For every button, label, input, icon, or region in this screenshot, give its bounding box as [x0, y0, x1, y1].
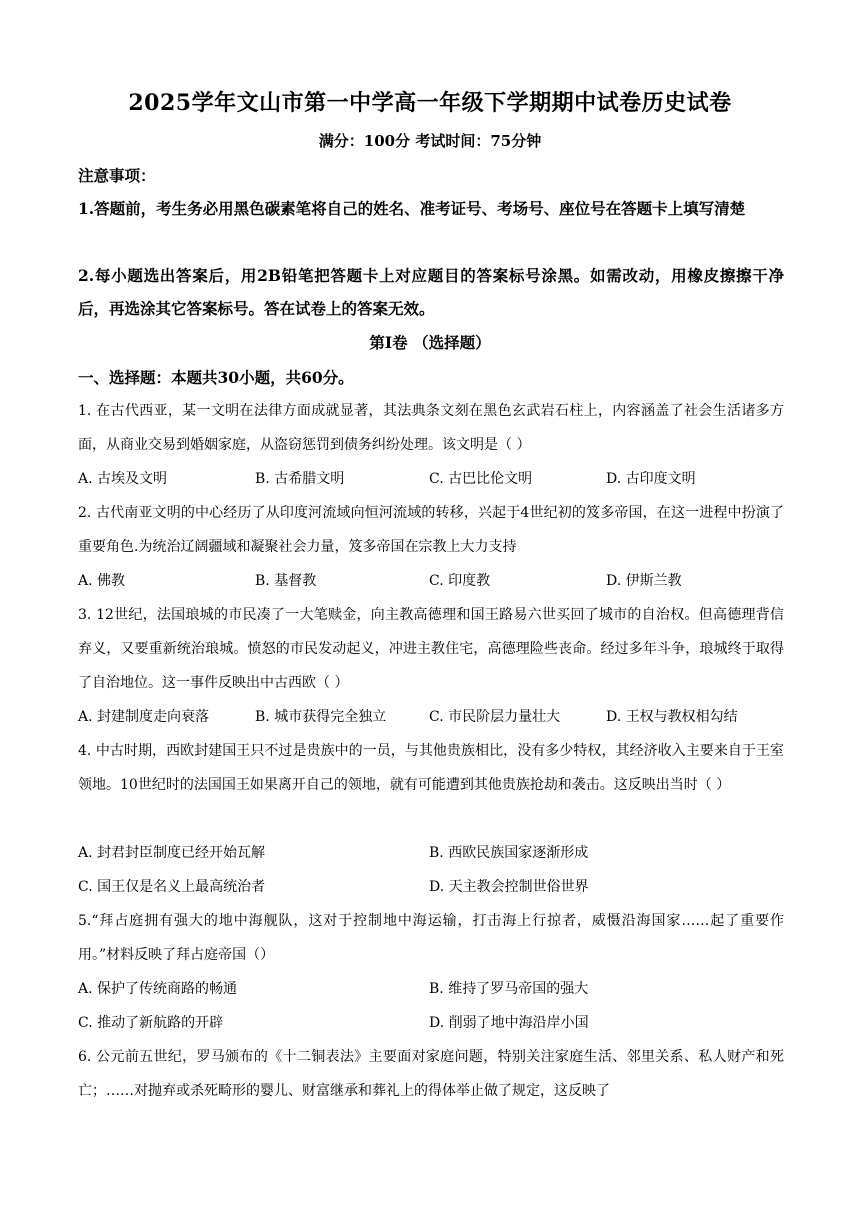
question-4-stem: 4. 中古时期，西欧封建国王只不过是贵族中的一员，与其他贵族相比，没有多少特权，其经济收入主要来自于王室领地。10世纪时的法国国王如果离开自己的领地，就有可能遭到其他贵族抢劫和袭击。这反映出当时（ ） [78, 743, 784, 793]
question-2-option-a: A. 佛教 [78, 573, 126, 589]
question-2-option-b: B. 基督教 [255, 573, 317, 589]
question-5-option-a: A. 保护了传统商路的畅通 [78, 981, 238, 997]
question-1-option-b: B. 古希腊文明 [255, 471, 345, 487]
question-2-stem: 2. 古代南亚文明的中心经历了从印度河流域向恒河流域的转移，兴起于4世纪初的笈多帝国，在这一进程中扮演了重要角色.为统治辽阔疆域和凝聚社会力量，笈多帝国在宗教上大力支持 [78, 505, 784, 555]
question-2-option-d: D. 伊斯兰教 [606, 573, 682, 589]
question-1-stem: 1. 在古代西亚，某一文明在法律方面成就显著，其法典条文刻在黑色玄武岩石柱上，内容涵盖了社会生活诸多方面，从商业交易到婚姻家庭，从盗窃惩罚到债务纠纷处理。该文明是（ ） [78, 403, 784, 453]
part-heading: 一、选择题：本题共30小题，共60分。 [78, 368, 354, 387]
question-4-options-row-1 [78, 836, 784, 870]
question-5-options-row-2 [78, 1006, 784, 1040]
section-title: 第Ⅰ卷 （选择题） [369, 333, 491, 352]
notice-item-2: 2.每小题选出答案后，用2B铅笔把答题卡上对应题目的答案标号涂黑。如需改动，用橡皮擦擦干净后，再选涂其它答案标号。答在试卷上的答案无效。 [78, 266, 784, 318]
question-4-options-row-2 [78, 870, 784, 904]
question-6-stem: 6. 公元前五世纪，罗马颁布的《十二铜表法》主要面对家庭问题，特别关注家庭生活、邻里关系、私人财产和死亡；……对抛弃或杀死畸形的婴儿、财富继承和葬礼上的得体举止做了规定，这反映了 [78, 1049, 784, 1099]
exam-title: 2025学年文山市第一中学高一年级下学期期中试卷历史试卷 [128, 90, 732, 116]
question-4-option-a: A. 封君封臣制度已经开始瓦解 [78, 845, 266, 861]
question-4-option-d: D. 天主教会控制世俗世界 [429, 879, 589, 895]
exam-subtitle: 满分：100分 考试时间：75分钟 [318, 132, 542, 150]
question-4-option-b: B. 西欧民族国家逐渐形成 [429, 845, 589, 861]
question-2-options [78, 564, 784, 598]
question-3-stem: 3. 12世纪，法国琅城的市民凑了一大笔赎金，向主教高德理和国王路易六世买回了城市的自治权。但高德理背信弃义，又要重新统治琅城。愤怒的市民发动起义，冲进主教住宅，高德理险些丧命。经过多年斗争，琅城终于取得了自治地位。这一事件反映出中古西欧（ ） [78, 607, 784, 691]
question-5-option-b: B. 维持了罗马帝国的强大 [429, 981, 589, 997]
question-1-options [78, 462, 784, 496]
question-3-option-b: B. 城市获得完全独立 [255, 709, 387, 725]
question-2-option-c: C. 印度教 [429, 573, 491, 589]
question-3-options [78, 700, 784, 734]
question-5-option-d: D. 削弱了地中海沿岸小国 [429, 1015, 589, 1031]
question-5-options-row-1 [78, 972, 784, 1006]
question-1-option-c: C. 古巴比伦文明 [429, 471, 533, 487]
question-5-option-c: C. 推动了新航路的开辟 [78, 1015, 224, 1031]
notice-heading: 注意事项： [78, 166, 156, 185]
question-4-option-c: C. 国王仅是名义上最高统治者 [78, 879, 266, 895]
question-3-option-c: C. 市民阶层力量壮大 [429, 709, 561, 725]
question-3-option-d: D. 王权与教权相勾结 [606, 709, 738, 725]
question-1-option-a: A. 古埃及文明 [78, 471, 168, 487]
question-5-stem: 5.“拜占庭拥有强大的地中海舰队，这对于控制地中海运输，打击海上行掠者，威慑沿海国家……起了重要作用。”材料反映了拜占庭帝国（） [78, 913, 784, 963]
question-1-option-d: D. 古印度文明 [606, 471, 696, 487]
notice-item-1: 1.答题前，考生务必用黑色碳素笔将自己的姓名、准考证号、考场号、座位号在答题卡上填写清楚 [78, 199, 746, 218]
question-3-option-a: A. 封建制度走向衰落 [78, 709, 210, 725]
